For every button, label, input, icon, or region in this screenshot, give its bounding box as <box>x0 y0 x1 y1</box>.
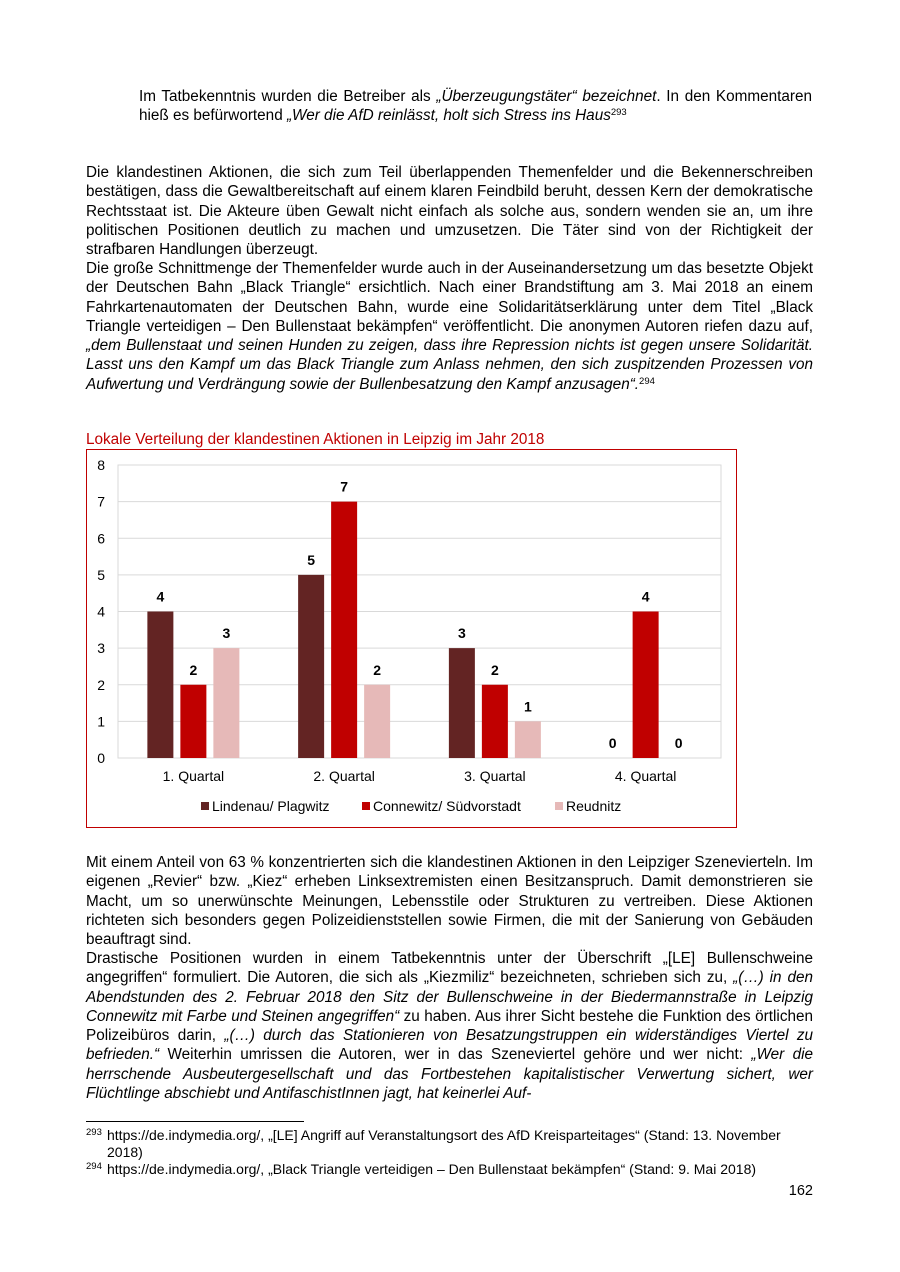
bar <box>213 648 239 758</box>
legend-swatch <box>362 802 370 810</box>
bar <box>633 612 659 759</box>
paragraph-4-quote-2: „(…) durch das Stationieren von Besatzungstruppen ein widerständiges Viertel zu befrieden.“ <box>86 1027 814 1064</box>
footnote-ref-293[interactable]: 293 <box>610 107 627 119</box>
paragraph-4-text <box>86 949 813 1103</box>
paragraph-4 <box>86 949 813 1103</box>
data-label: 2 <box>490 661 499 678</box>
y-tick-label: 8 <box>97 457 105 473</box>
y-tick-label: 4 <box>97 603 105 620</box>
data-label: 5 <box>307 551 316 568</box>
bar <box>147 612 173 759</box>
bar <box>180 685 206 758</box>
x-tick-label: 3. Quartal <box>464 768 526 784</box>
footnotes <box>86 1127 813 1178</box>
paragraph-2-plain: Die große Schnittmenge der Themenfelder wurde auch in der Auseinandersetzung um das besetzte Objekt der Deutschen Bahn „Black Triangle“ ersichtlich. Nach einer Brandstiftung am 3. Mai 2018 an einem Fahrkartenautomaten der Deutschen Bahn, wurde eine Solidaritätserklärung unter dem Titel „Black Triangle verteidigen – Den Bullenstaat bekämpfen“ veröffentlicht. Die anonymen Autoren riefen dazu auf, <box>86 260 813 335</box>
paragraph-4-quote-3: „Wer die herrschende Ausbeutergesellschaft und das Fortbestehen kapitalistischer Verwertung sichert, wer Flüchtlinge abschiebt und AntifaschistInnen jagt, hat keinerlei Auf- <box>86 1046 813 1103</box>
bar <box>364 685 390 758</box>
data-label: 1 <box>523 698 532 715</box>
paragraph-4-part-3: Weiterhin umrissen die Autoren, wer in das Szeneviertel gehöre und wer nicht: <box>159 1046 752 1064</box>
legend-label: Lindenau/ Plagwitz <box>212 798 330 814</box>
data-label: 4 <box>156 588 165 605</box>
bar <box>331 502 357 758</box>
legend-swatch <box>201 802 209 810</box>
y-tick-label: 6 <box>97 530 105 547</box>
data-label: 0 <box>674 735 683 751</box>
quote-middle: . In den Kommentaren hieß es befürwortend <box>139 88 812 125</box>
blockquote <box>139 87 812 126</box>
page-number: 162 <box>788 1183 813 1199</box>
paragraph-1-text: Die klandestinen Aktionen, die sich zum Teil überlappenden Themenfelder und die Bekennerschreiben bestätigen, dass die Gewaltbereitschaft auf einem klaren Feindbild beruht, dessen Kern der demokratische Rechtsstaat ist. Die Akteure üben Gewalt nicht einfach als solche aus, sondern wenden sie an, um ihre politischen Positionen deutlich zu machen und umzusetzen. Die Täter sind von der Richtigkeit der strafbaren Handlungen überzeugt. <box>86 164 813 259</box>
y-tick-label: 5 <box>97 566 105 583</box>
x-tick-label: 2. Quartal <box>313 768 375 784</box>
paragraph-3-text: Mit einem Anteil von 63 % konzentrierten sich die klandestinen Aktionen in den Leipziger Szenevierteln. Im eigenen „Revier“ bzw. „Kiez“ erheben Linksextremisten einen Besitzanspruch. Damit demonstrieren sie Macht, um so unerwünschte Meinungen, Lebensstile oder Strukturen zu vertreiben. Diese Aktionen richteten sich besonders gegen Polizeidienststellen sowie Firmen, die mit der Sanierung von Gebäuden beauftragt sind. <box>86 854 813 949</box>
x-tick-label: 4. Quartal <box>614 768 677 784</box>
footnote-ref-294[interactable]: 294 <box>639 375 655 387</box>
data-label: 7 <box>340 478 349 495</box>
footnote-293: 293 https://de.indymedia.org/, „[LE] Angriff auf Veranstaltungsort des AfD Kreisparteitages“ (Stand: 13. November 2018) <box>86 1127 781 1160</box>
quote-italic-2: „Wer die AfD reinlässt, holt sich Stress ins Haus <box>286 107 611 125</box>
paragraph-2-quote: „dem Bullenstaat und seinen Hunden zu zeigen, dass ihre Repression nichts ist gegen unsere Solidarität. Lasst uns den Kampf um das Black Triangle zum Anlass nehmen, den sich zuspitzenden Prozessen von Aufwertung und Verdrängung sowie der Bullenbesatzung den Kampf anzusagen“. <box>86 337 813 393</box>
data-label: 2 <box>189 661 198 678</box>
paragraph-4-quote-1: „(…) in den Abendstunden des 2. Februar 2018 den Sitz der Bullenschweine in der Biedermannstraße in Leipzig Connewitz mit Farbe und Steinen angegriffen“ <box>86 969 813 1025</box>
paragraph-3 <box>86 853 813 949</box>
bar <box>515 721 541 758</box>
data-label: 4 <box>641 588 650 605</box>
chart-frame <box>86 449 737 828</box>
legend-label: Connewitz/ Südvorstadt <box>373 798 521 814</box>
y-tick-label: 3 <box>97 640 105 657</box>
paragraph-4-part-1: Drastische Positionen wurden in einem Tatbekenntnis unter der Überschrift „[LE] Bullenschweine angegriffen“ formuliert. Die Autoren, die sich als „Kiezmiliz“ bezeichneten, schrieben sich zu, <box>86 950 813 987</box>
x-tick-label: 1. Quartal <box>162 768 225 784</box>
y-tick-label: 1 <box>97 713 105 730</box>
paragraph-2-text <box>86 259 813 394</box>
legend-label: Reudnitz <box>566 798 622 814</box>
y-tick-label: 0 <box>97 750 105 766</box>
data-label: 2 <box>373 661 382 678</box>
bar-chart <box>87 450 736 827</box>
data-label: 3 <box>457 625 466 642</box>
chart-title: Lokale Verteilung der klandestinen Aktionen in Leipzig im Jahr 2018 <box>86 431 545 448</box>
y-tick-label: 2 <box>97 676 105 693</box>
quote-italic-1: „Überzeugungstäter“ bezeichnet <box>436 88 657 105</box>
legend-swatch <box>555 802 563 810</box>
data-label: 3 <box>222 625 231 642</box>
bar <box>449 648 475 758</box>
data-label: 0 <box>608 735 617 751</box>
paragraph-4-part-2: zu haben. Aus ihrer Sicht bestehe die Funktion des örtlichen Polizeibüros darin, <box>86 1007 813 1045</box>
footnote-text: https://de.indymedia.org/, „[LE] Angriff auf Veranstaltungsort des AfD Kreisparteitages“ (Stand: 13. November 2018) <box>107 1127 781 1160</box>
quote-text <box>139 87 812 126</box>
footnote-294: 294 https://de.indymedia.org/, „Black Triangle verteidigen – Den Bullenstaat bekämpfen“ (Stand: 9. Mai 2018) <box>86 1161 757 1177</box>
bar <box>482 685 508 758</box>
bar <box>298 575 324 758</box>
quote-intro: Im Tatbekenntnis wurden die Betreiber als <box>139 88 437 105</box>
paragraph-2 <box>86 259 813 394</box>
footnote-text: https://de.indymedia.org/, „Black Triangle verteidigen – Den Bullenstaat bekämpfen“ (Stand: 9. Mai 2018) <box>107 1161 757 1177</box>
footnote-separator <box>86 1121 304 1122</box>
y-tick-label: 7 <box>97 493 105 510</box>
paragraph-1 <box>86 163 813 259</box>
